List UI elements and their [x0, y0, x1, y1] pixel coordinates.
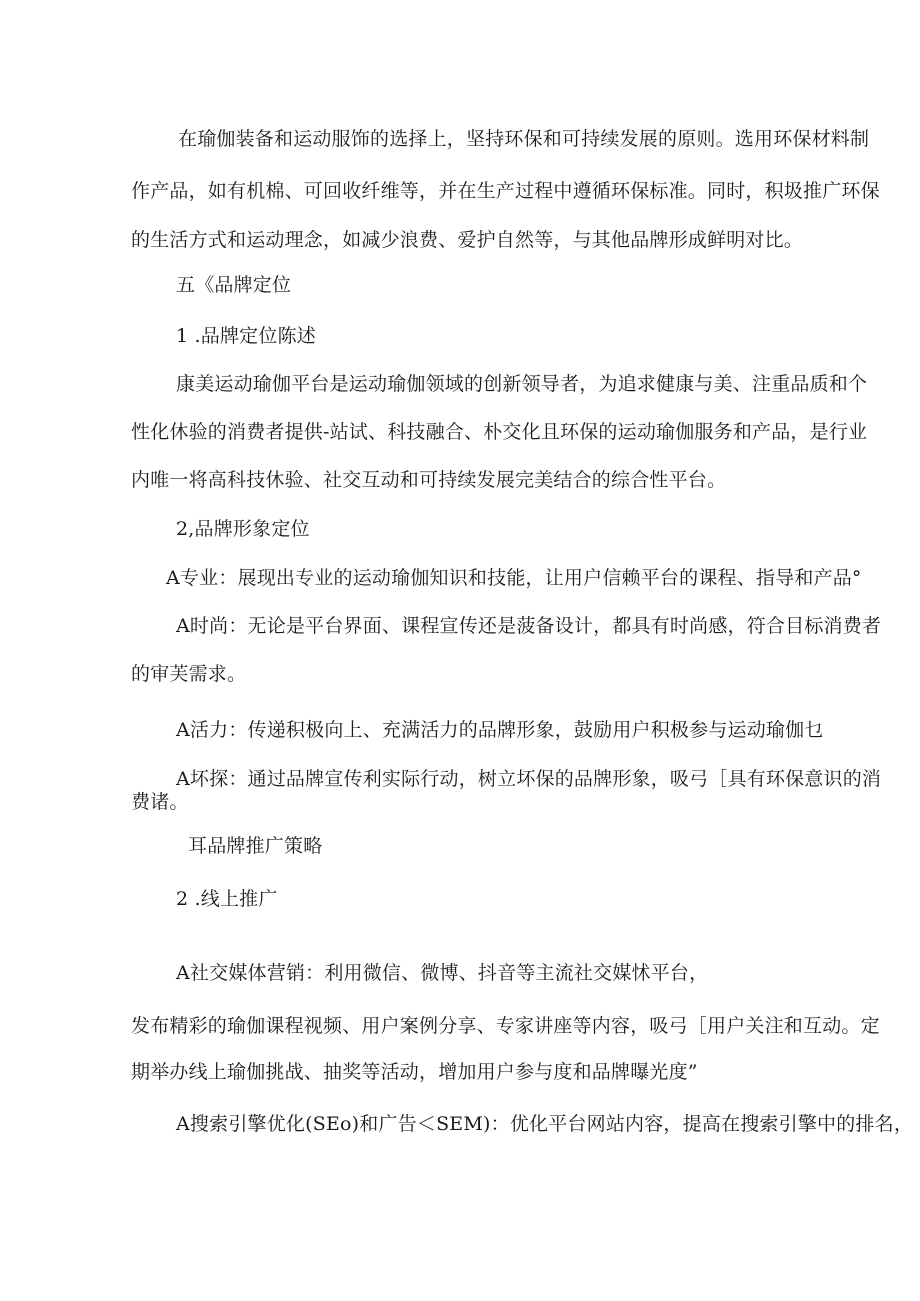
subsection-2-heading: 2,品牌形象定位 — [176, 518, 310, 540]
bullet-vitality: A活力：传递积极向上、充满活力的品牌形象，鼓励用户积极参与运动瑜伽乜 — [176, 719, 824, 741]
section-5-heading: 五《品牌定位 — [176, 274, 292, 296]
positioning-paragraph-line-3: 内唯一将高科技休验、社交互动和可持续发展完美结合的综合性平台。 — [131, 469, 727, 491]
positioning-paragraph-line-2: 性化休验的消费者提供-站试、科技融合、朴交化且环保的运动瑜伽服务和产品，是行业 — [131, 421, 868, 443]
bullet-social-line-2: 发布精彩的瑜伽课程视频、用户案例分享、专家讲座等内容，吸弓［用户关注和互动。定 — [131, 1015, 880, 1037]
bullet-social-line-1: A社交媒体营销：利用微信、微博、抖音等主流社交媒怵平台， — [176, 962, 709, 984]
online-promotion-heading: 2 .线上推广 — [176, 888, 278, 910]
section-6-heading: 耳品牌推广策略 — [188, 835, 323, 857]
bullet-eco-line-2: 费诸。 — [131, 791, 189, 813]
bullet-seo: A搜索引擎优化(SEo)和广告＜SEM)：优化平台网站内容，提高在搜索引擎中的排名， — [176, 1113, 914, 1135]
subsection-1-heading: 1 .品牌定位陈述 — [176, 325, 316, 347]
eco-paragraph-line-3: 的生活方式和运动理念，如减少浪费、爱护自然等，与其他品牌形成鲜明对比。 — [131, 229, 804, 251]
bullet-social-line-3: 期举办线上瑜伽挑战、抽奖等活动，增加用户参与度和品牌曝光度” — [131, 1061, 698, 1083]
bullet-eco-line-1: A坏探：通过品牌宣传利实际行动，树立坏保的品牌形象，吸弓［具有环保意识的消 — [176, 768, 882, 790]
bullet-fashion-line-2: 的审芙需求。 — [131, 663, 247, 685]
eco-paragraph-line-1: 在瑜伽装备和运动服饰的选择上，坚持环保和可持续发展的原则。选用环保材料制 — [178, 128, 870, 150]
bullet-fashion-line-1: A时尚：无论是平台界面、课程宣传还是菠备设计，都具有时尚感，符合目标消费者 — [176, 615, 882, 637]
bullet-professional: A专业：展现出专业的运动瑜伽知识和技能，让用户信赖平台的课程、指导和产品° — [166, 567, 862, 589]
positioning-paragraph-line-1: 康美运动瑜伽平台是运动瑜伽领域的创新领导者，为追求健康与美、注重品质和个 — [176, 373, 868, 395]
eco-paragraph-line-2: 作产品，如有机棉、可回收纤维等，并在生产过程中遵循环保标准。同时，积圾推广环保 — [131, 180, 880, 202]
